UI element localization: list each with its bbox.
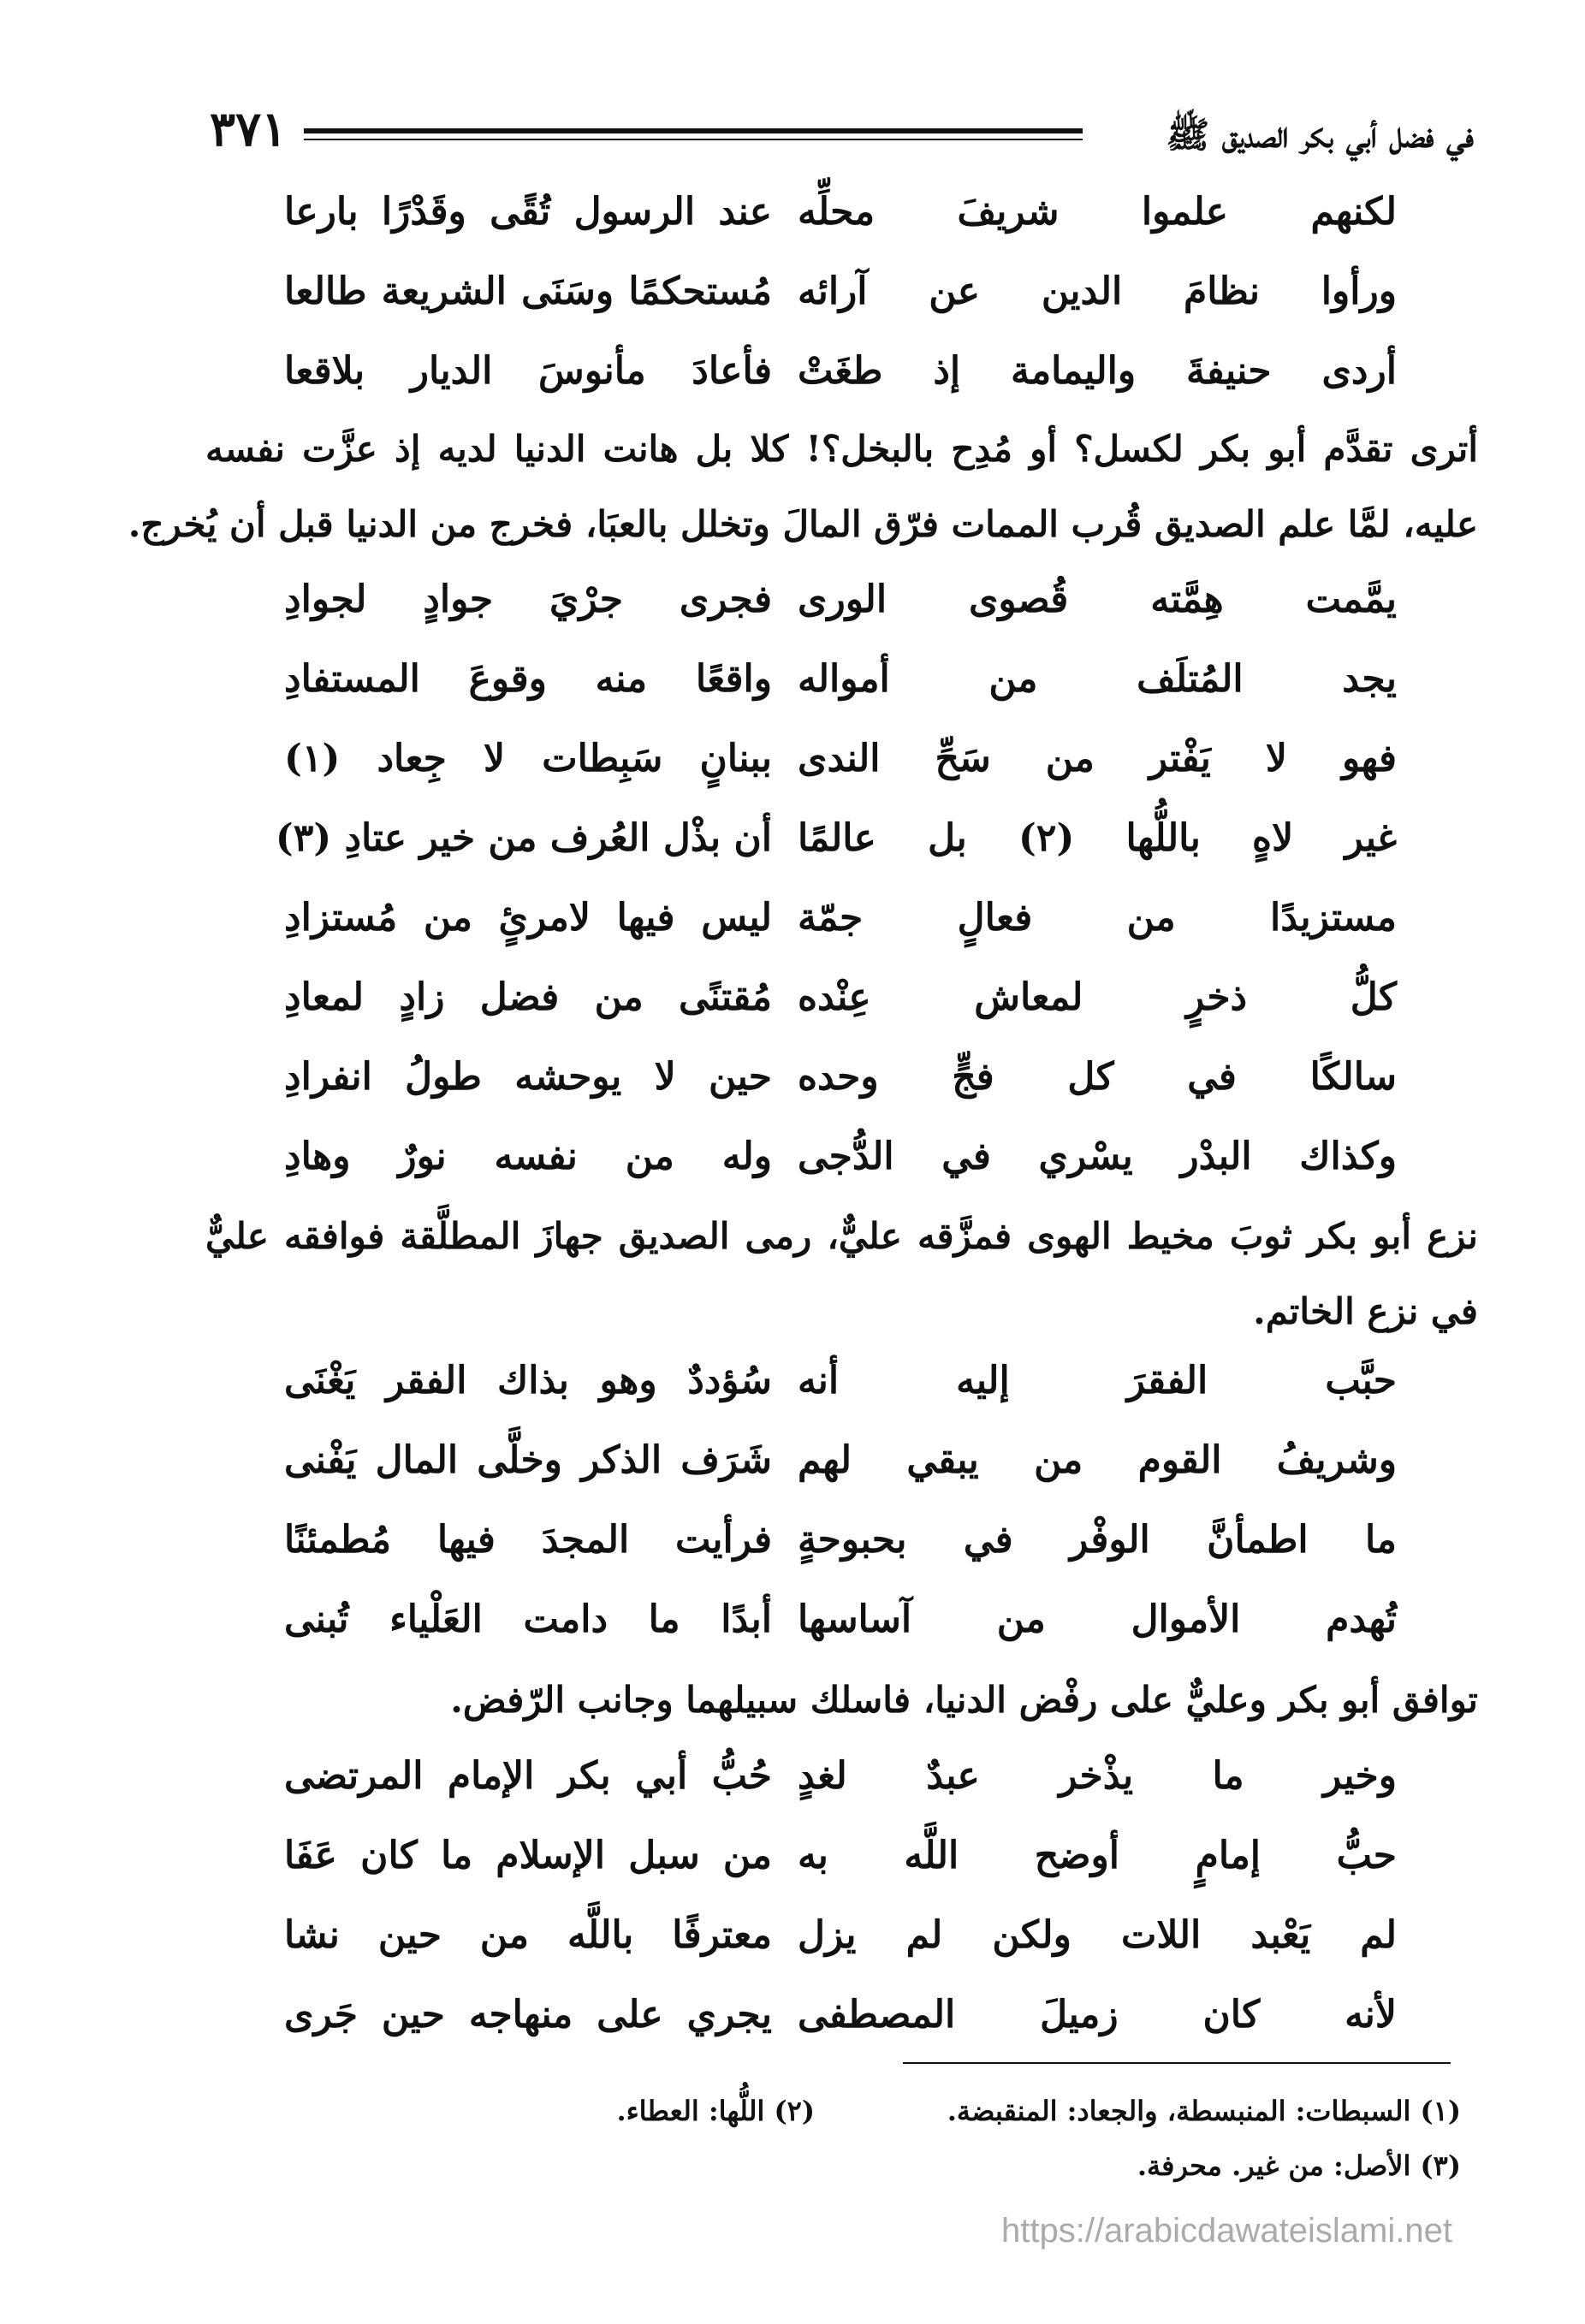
prose-line: أترى تقدَّم أبو بكر لكسل؟ أو مُدِح بالبخل؟! كلا بل هانت الدنيا لديه إذ عزَّت نفسه <box>205 428 1478 470</box>
verse-second-hemistich: فرأيت المجدَ فيها مُطمئنًا <box>284 1518 772 1562</box>
header-rule-thick <box>304 128 1083 133</box>
running-header-title: في فضل أبي بكر الصديق ﷺ <box>1166 114 1474 156</box>
verse-first-hemistich: مستزيدًا من فعالٍ جمّة <box>798 896 1397 940</box>
verse-first-hemistich: لكنهم علموا شريفَ محلِّه <box>798 190 1397 234</box>
header-rule-thin <box>304 139 1083 140</box>
prose-line: في نزع الخاتم. <box>1253 1290 1478 1332</box>
verse-second-hemistich: أن بذْل العُرف من خير عتادِ (٣) <box>275 816 772 860</box>
verse-first-hemistich: سالكًا في كل فجٍّ وحده <box>798 1055 1397 1099</box>
verse-first-hemistich: ورأوا نظامَ الدين عن آرائه <box>798 270 1397 313</box>
verse-second-hemistich: حين لا يوحشه طولُ انفرادِ <box>284 1055 772 1099</box>
prose-line: نزع أبو بكر ثوبَ مخيط الهوى فمزَّقه عليٌّ، رمى الصديق جهازَ المطلَّقة فوافقه عليٌّ <box>205 1215 1478 1257</box>
verse-second-hemistich: ليس فيها لامرئٍ من مُستزادِ <box>284 896 772 940</box>
verse-second-hemistich: سُؤددٌ وهو بذاك الفقر يَغْنَى <box>284 1359 772 1402</box>
verse-first-hemistich: أردى حنيفةَ واليمامة إذ طغَتْ <box>798 349 1397 393</box>
verse-first-hemistich: وشريفُ القوم من يبقي لهم <box>798 1438 1397 1482</box>
verse-second-hemistich: وله من نفسه نورٌ وهادِ <box>284 1135 772 1178</box>
footnote-separator <box>903 2062 1451 2064</box>
prose-line: عليه، لمَّا علم الصديق قُرب الممات فرّق المالَ وتخلل بالعبَا، فخرج من الدنيا قبل أن يُخرج. <box>128 503 1478 545</box>
verse-second-hemistich: فجرى جرْيَ جوادٍ لجوادِ <box>284 578 772 621</box>
footnote-1: (١) السبطات: المنبسطة، والجعاد: المنقبضة. <box>947 2095 1461 2127</box>
page-number: ٣٧١ <box>210 101 288 157</box>
verse-first-hemistich: يجد المُتلَف من أمواله <box>798 657 1397 701</box>
verse-first-hemistich: ما اطمأنَّ الوفْر في بحبوحةٍ <box>798 1518 1397 1562</box>
verse-first-hemistich: لم يَعْبد اللات ولكن لم يزل <box>798 1913 1397 1957</box>
verse-first-hemistich: حبُّ إمامٍ أوضح اللَّه به <box>798 1834 1397 1877</box>
verse-second-hemistich: عند الرسول تُقًى وقَدْرًا بارعا <box>284 190 772 234</box>
verse-second-hemistich: أبدًا ما دامت العَلْياء تُبنى <box>284 1598 772 1641</box>
verse-second-hemistich: ببنانٍ سَبِطات لا جِعاد (١) <box>284 737 772 780</box>
verse-first-hemistich: لأنه كان زميلَ المصطفى <box>798 1993 1397 2036</box>
verse-first-hemistich: حبَّب الفقرَ إليه أنه <box>798 1359 1397 1402</box>
verse-first-hemistich: كلُّ ذخرٍ لمعاش عِنْده <box>798 975 1397 1019</box>
prose-line: توافق أبو بكر وعليٌّ على رفْض الدنيا، فاسلك سبيلهما وجانب الرّفض. <box>450 1679 1478 1721</box>
verse-first-hemistich: يمَّمت هِمَّته قُصوى الورى <box>798 578 1397 621</box>
verse-second-hemistich: واقعًا منه وقوعَ المستفادِ <box>284 657 772 701</box>
verse-first-hemistich: وخير ما يذْخر عبدٌ لغدٍ <box>798 1754 1397 1798</box>
verse-second-hemistich: من سبل الإسلام ما كان عَفَا <box>284 1834 772 1877</box>
verse-first-hemistich: وكذاك البدْر يسْري في الدُّجى <box>798 1135 1397 1178</box>
verse-second-hemistich: يجري على منهاجه حين جَرى <box>284 1993 772 2036</box>
verse-second-hemistich: حُبُّ أبي بكر الإمام المرتضى <box>284 1754 772 1798</box>
verse-first-hemistich: فهو لا يَفْتر من سَحِّ الندى <box>798 737 1397 780</box>
verse-second-hemistich: معترفًا باللَّه من حين نشا <box>284 1913 772 1957</box>
footnote-3: (٣) الأصل: من غير. محرفة. <box>1137 2149 1461 2182</box>
footnote-2: (٢) اللُّها: العطاء. <box>616 2095 815 2127</box>
verse-second-hemistich: شَرَف الذكر وخلَّى المال يَفْنى <box>284 1438 772 1482</box>
verse-second-hemistich: مُستحكمًا وسَنَى الشريعة طالعا <box>284 270 772 313</box>
verse-second-hemistich: فأعادَ مأنوسَ الديار بلاقعا <box>284 349 772 393</box>
verse-first-hemistich: تُهدم الأموال من آساسها <box>798 1598 1397 1641</box>
verse-first-hemistich: غير لاهٍ باللُّها (٢) بل عالمًا <box>798 816 1398 860</box>
verse-second-hemistich: مُقتنًى من فضل زادٍ لمعادِ <box>284 975 772 1019</box>
watermark-url: https://arabicdawateislami.net <box>1001 2212 1452 2250</box>
